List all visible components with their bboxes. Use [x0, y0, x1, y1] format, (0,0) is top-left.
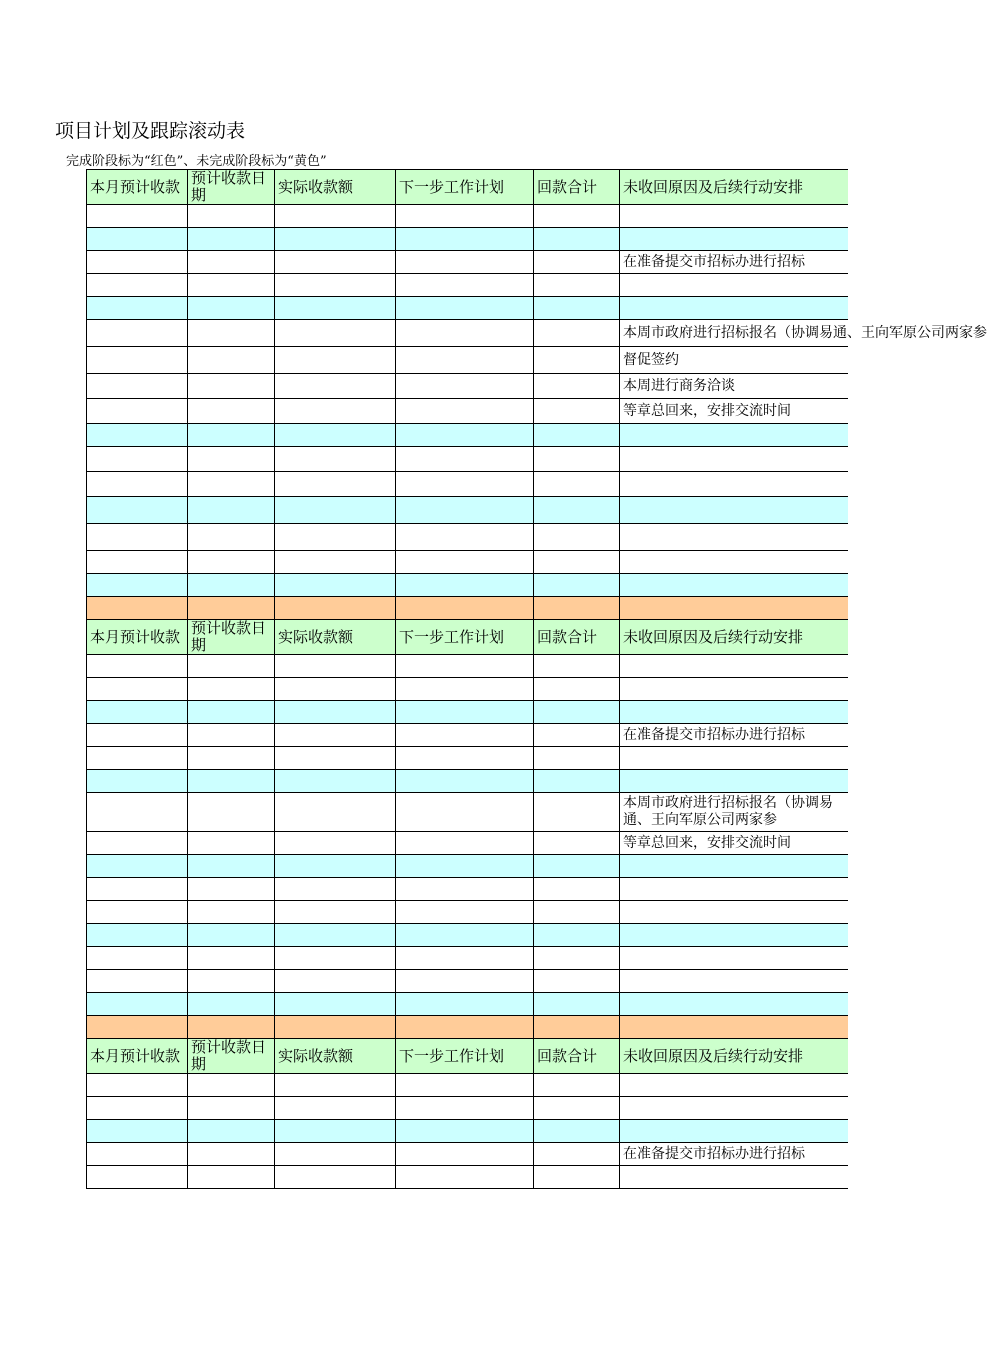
- note-cell: 本周市政府进行招标报名（协调易通、王向军原公司两家参: [620, 793, 848, 832]
- table-row: [87, 320, 848, 347]
- table-row: [87, 724, 848, 747]
- header-cell: 下一步工作计划: [396, 1039, 534, 1074]
- note-cell: 等章总回来，安排交流时间: [620, 832, 848, 855]
- tracking-table: [86, 169, 987, 1189]
- table-row: [87, 1143, 848, 1166]
- header-cell: 回款合计: [534, 170, 620, 205]
- table-row: [87, 770, 848, 793]
- table-row: [87, 970, 848, 993]
- table-row: [87, 424, 848, 447]
- section-divider-row: [87, 597, 848, 620]
- table-row: [87, 1166, 848, 1189]
- header-cell: 本月预计收款: [87, 170, 188, 205]
- table-row: [87, 878, 848, 901]
- note-cell: 本周市政府进行招标报名（协调易通、王向军原公司两家参: [620, 320, 848, 347]
- table-row: [87, 551, 848, 574]
- header-cell: 回款合计: [534, 1039, 620, 1074]
- note-cell: 在准备提交市招标办进行招标: [620, 724, 848, 747]
- header-cell: 实际收款额: [275, 620, 396, 655]
- table-row: [87, 347, 848, 374]
- table-row: [87, 274, 848, 297]
- table-header-row: [87, 1039, 848, 1074]
- table-row: [87, 1097, 848, 1120]
- table-row: [87, 832, 848, 855]
- header-cell: 未收回原因及后续行动安排: [620, 620, 848, 655]
- note-cell: 督促签约: [620, 347, 848, 374]
- header-cell: 本月预计收款: [87, 620, 188, 655]
- table-row: [87, 374, 848, 399]
- header-cell: 实际收款额: [275, 1039, 396, 1074]
- header-cell: 回款合计: [534, 620, 620, 655]
- table-row: [87, 655, 848, 678]
- note-cell: 在准备提交市招标办进行招标: [620, 1143, 848, 1166]
- table-row: [87, 993, 848, 1016]
- table-row: [87, 574, 848, 597]
- table-header-row: [87, 170, 848, 205]
- header-cell: 实际收款额: [275, 170, 396, 205]
- table-row: [87, 901, 848, 924]
- note-cell: 等章总回来，安排交流时间: [620, 399, 848, 424]
- header-cell: 下一步工作计划: [396, 620, 534, 655]
- table-row: [87, 793, 848, 832]
- table-row: [87, 524, 848, 551]
- table-row: [87, 399, 848, 424]
- table-row: [87, 297, 848, 320]
- table-row: [87, 497, 848, 524]
- header-cell: 下一步工作计划: [396, 170, 534, 205]
- note-cell: 在准备提交市招标办进行招标: [620, 251, 848, 274]
- header-cell: 未收回原因及后续行动安排: [620, 170, 848, 205]
- header-cell: 预计收款日期: [188, 170, 275, 205]
- page-title: 项目计划及跟踪滚动表: [55, 120, 246, 142]
- table-row: [87, 251, 848, 274]
- table-row: [87, 447, 848, 472]
- table-header-row: [87, 620, 848, 655]
- header-cell: 未收回原因及后续行动安排: [620, 1039, 848, 1074]
- table-row: [87, 228, 848, 251]
- table-row: [87, 947, 848, 970]
- header-cell: 预计收款日期: [188, 620, 275, 655]
- table-row: [87, 855, 848, 878]
- table-row: [87, 472, 848, 497]
- table-row: [87, 1074, 848, 1097]
- note-cell: 本周进行商务洽谈: [620, 374, 848, 399]
- table-row: [87, 701, 848, 724]
- page-subtitle: 完成阶段标为“红色”、未完成阶段标为“黄色”: [66, 154, 327, 169]
- table-row: [87, 1120, 848, 1143]
- table-row: [87, 747, 848, 770]
- section-divider-row: [87, 1016, 848, 1039]
- table-row: [87, 205, 848, 228]
- header-cell: 本月预计收款: [87, 1039, 188, 1074]
- table-row: [87, 678, 848, 701]
- table-row: [87, 924, 848, 947]
- header-cell: 预计收款日期: [188, 1039, 275, 1074]
